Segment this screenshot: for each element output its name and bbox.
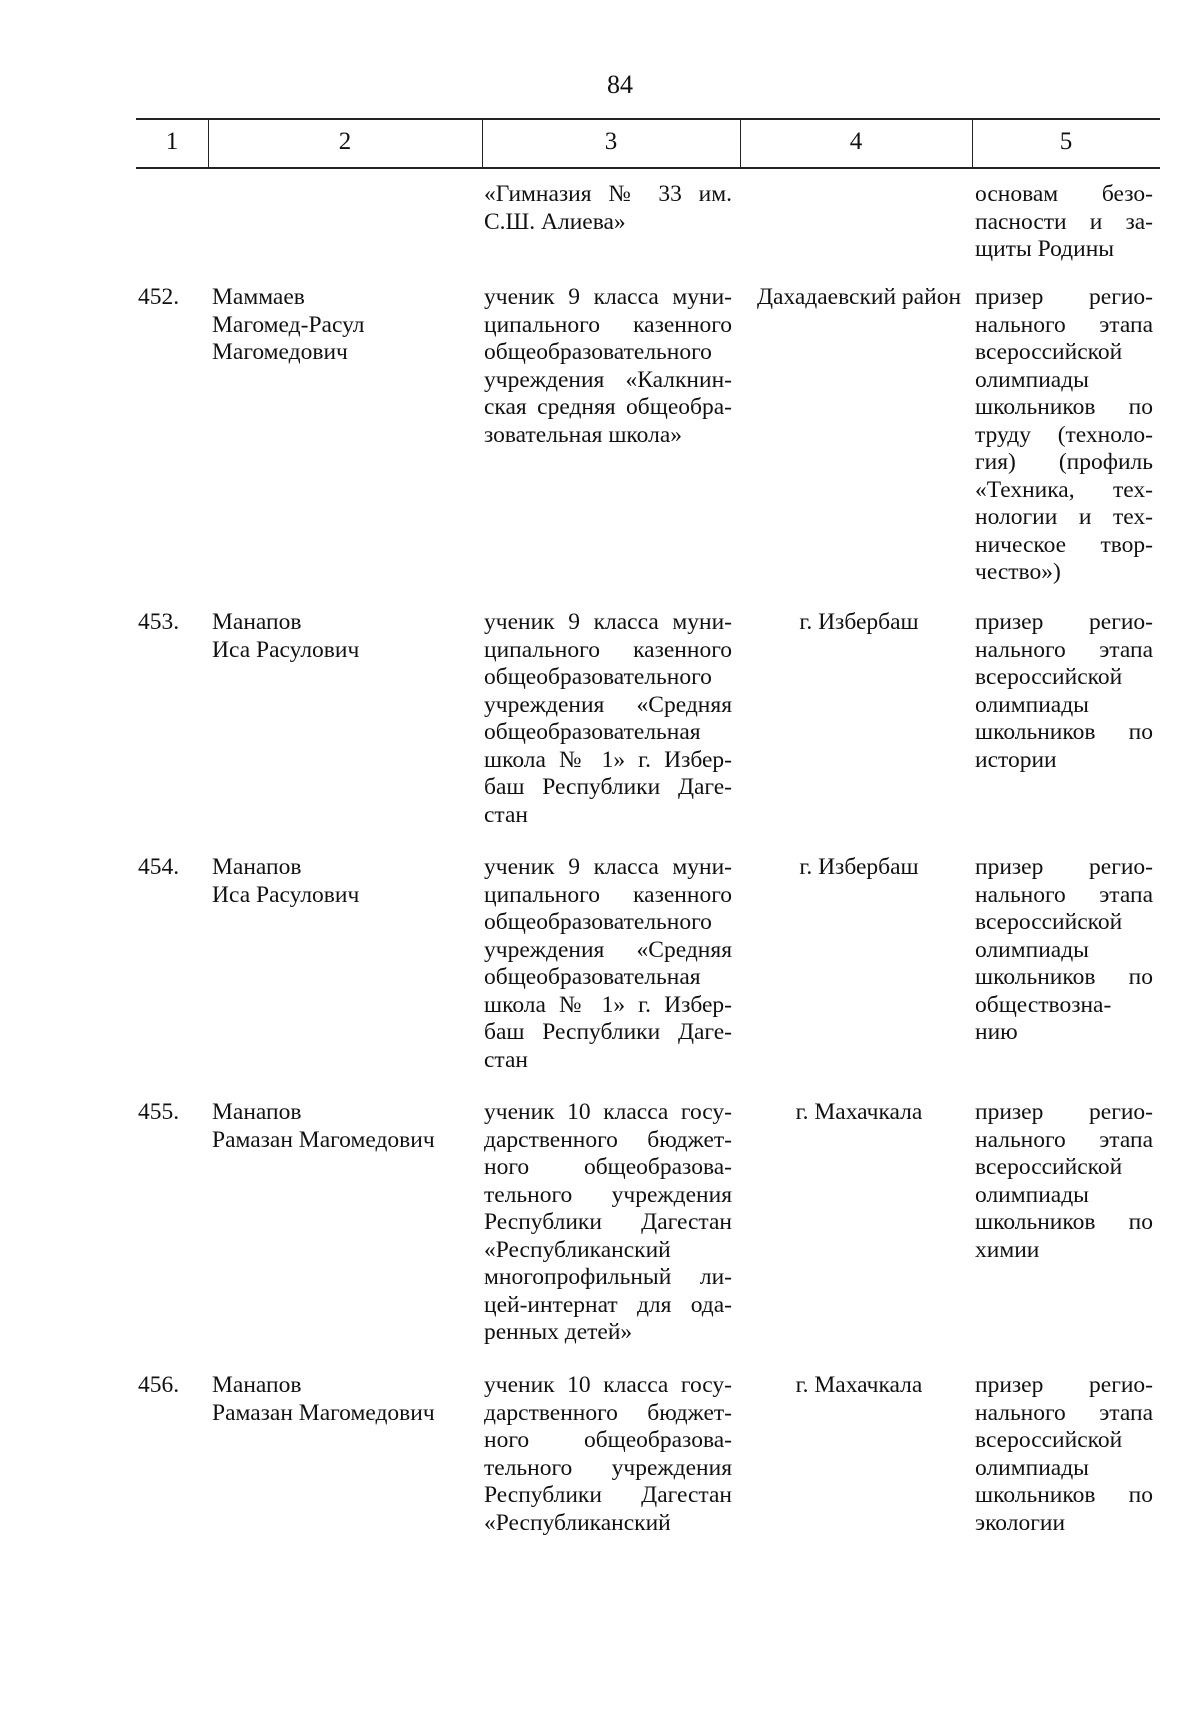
continuation-institution bbox=[484, 181, 732, 236]
text-line: всероссийской bbox=[975, 909, 1123, 935]
name-line: Маммаев bbox=[212, 284, 305, 310]
name-line: Манапов bbox=[212, 1372, 302, 1398]
institution bbox=[484, 854, 732, 1074]
text-line: всероссийской bbox=[975, 1427, 1123, 1453]
text-line: школьников по bbox=[975, 394, 1153, 420]
text-line: «Республиканский bbox=[484, 1236, 671, 1263]
text-line: нального этапа bbox=[975, 636, 1153, 663]
institution bbox=[484, 1372, 732, 1537]
text-line: олимпиады bbox=[975, 366, 1089, 393]
name-line: Магомедович bbox=[212, 339, 348, 365]
award bbox=[975, 1099, 1153, 1264]
text-line: Республики Дагестан bbox=[484, 1482, 732, 1508]
text-line: нологии и тех- bbox=[975, 504, 1153, 530]
name-line: Иса Расулович bbox=[212, 636, 360, 663]
award bbox=[975, 854, 1153, 1047]
award bbox=[975, 609, 1153, 774]
row-number: 456. bbox=[138, 1372, 180, 1398]
text-line: баш Республики Даге- bbox=[484, 774, 732, 800]
text-line: призер регио- bbox=[975, 854, 1153, 880]
name-line: Манапов bbox=[212, 854, 302, 880]
territory: г. Махачкала bbox=[795, 1099, 923, 1125]
text-line: нию bbox=[975, 1019, 1018, 1045]
text-line: ренных детей» bbox=[484, 1319, 633, 1345]
text-line: баш Республики Даге- bbox=[484, 1019, 732, 1045]
text-line: Республики Дагестан bbox=[484, 1209, 732, 1235]
text-line: стан bbox=[484, 801, 528, 828]
text-line: учреждения «Средняя bbox=[484, 691, 732, 718]
row-number: 454. bbox=[138, 854, 180, 880]
table-header-bottom-rule bbox=[136, 167, 1160, 169]
text-line: ципального казенного bbox=[484, 636, 732, 663]
name-line: Манапов bbox=[212, 609, 302, 635]
text-line: нального этапа bbox=[975, 1399, 1153, 1426]
text-line: С.Ш. Алиева» bbox=[484, 208, 626, 235]
text-line: цей-интернат для ода- bbox=[484, 1291, 732, 1318]
row-number: 452. bbox=[138, 284, 180, 310]
text-line: основам безо- bbox=[975, 181, 1153, 207]
text-line: школьников по bbox=[975, 1482, 1153, 1508]
row-number: 453. bbox=[138, 609, 180, 635]
text-line: нального этапа bbox=[975, 881, 1153, 908]
text-line: экологии bbox=[975, 1509, 1066, 1536]
text-line: тельного учреждения bbox=[484, 1454, 732, 1481]
text-line: олимпиады bbox=[975, 1181, 1089, 1208]
text-line: всероссийской bbox=[975, 664, 1123, 690]
territory: Дахадаевский район bbox=[756, 284, 962, 310]
text-line: ническое твор- bbox=[975, 531, 1153, 558]
text-line: пасности и за- bbox=[975, 208, 1153, 235]
text-line: школьников по bbox=[975, 964, 1153, 990]
text-line: призер регио- bbox=[975, 609, 1153, 635]
name-line: Манапов bbox=[212, 1099, 302, 1125]
text-line: общеобразовательного bbox=[484, 339, 712, 365]
text-line: общеобразовательного bbox=[484, 909, 712, 935]
text-line: щиты Родины bbox=[975, 236, 1115, 262]
text-line: ного общеобразова- bbox=[484, 1427, 732, 1453]
column-header-2: 2 bbox=[338, 128, 352, 155]
text-line: учреждения «Средняя bbox=[484, 936, 732, 963]
text-line: олимпиады bbox=[975, 1454, 1089, 1481]
text-line: общеобразовательного bbox=[484, 664, 712, 690]
text-line: гия) (профиль bbox=[975, 449, 1153, 475]
column-header-1: 1 bbox=[165, 128, 179, 155]
territory: г. Избербаш bbox=[799, 609, 919, 635]
text-line: олимпиады bbox=[975, 691, 1089, 718]
name-line: Магомед-Расул bbox=[212, 311, 365, 338]
text-line: ципального казенного bbox=[484, 881, 732, 908]
text-line: нального этапа bbox=[975, 1126, 1153, 1153]
text-line: олимпиады bbox=[975, 936, 1089, 963]
text-line: ученик 10 класса госу- bbox=[484, 1099, 732, 1125]
text-line: ская средняя общеобра- bbox=[484, 394, 732, 420]
text-line: «Техника, тех- bbox=[975, 476, 1153, 503]
person-name bbox=[212, 609, 472, 664]
text-line: стан bbox=[484, 1046, 528, 1073]
text-line: ученик 9 класса муни- bbox=[484, 609, 732, 635]
person-name bbox=[212, 284, 472, 367]
page-number: 84 bbox=[607, 70, 633, 99]
award bbox=[975, 1372, 1153, 1537]
text-line: истории bbox=[975, 746, 1057, 773]
name-line: Иса Расулович bbox=[212, 881, 360, 908]
text-line: ного общеобразова- bbox=[484, 1154, 732, 1180]
text-line: дарственного бюджет- bbox=[484, 1399, 732, 1426]
text-line: учреждения «Калкнин- bbox=[484, 366, 732, 393]
text-line: ученик 9 класса муни- bbox=[484, 284, 732, 310]
text-line: призер регио- bbox=[975, 1099, 1153, 1125]
text-line: нального этапа bbox=[975, 311, 1153, 338]
row-number: 455. bbox=[138, 1099, 180, 1125]
text-line: «Республиканский bbox=[484, 1509, 671, 1536]
award bbox=[975, 284, 1153, 587]
text-line: призер регио- bbox=[975, 284, 1153, 310]
text-line: ученик 9 класса муни- bbox=[484, 854, 732, 880]
text-line: ципального казенного bbox=[484, 311, 732, 338]
table-top-rule bbox=[136, 118, 1160, 120]
institution bbox=[484, 609, 732, 829]
text-line: школьников по bbox=[975, 1209, 1153, 1235]
column-header-3: 3 bbox=[604, 128, 618, 155]
column-header-5: 5 bbox=[1059, 128, 1073, 155]
text-line: ученик 10 класса госу- bbox=[484, 1372, 732, 1398]
text-line: чество») bbox=[975, 559, 1061, 585]
text-line: всероссийской bbox=[975, 339, 1123, 365]
name-line: Рамазан Магомедович bbox=[212, 1126, 435, 1153]
text-line: «Гимназия № 33 им. bbox=[484, 181, 732, 207]
territory: г. Избербаш bbox=[799, 854, 919, 880]
text-line: труду (техноло- bbox=[975, 421, 1153, 448]
text-line: общеобразовательная bbox=[484, 964, 701, 990]
text-line: школа № 1» г. Избер- bbox=[484, 991, 732, 1018]
text-line: всероссийской bbox=[975, 1154, 1123, 1180]
text-line: химии bbox=[975, 1236, 1040, 1263]
territory: г. Махачкала bbox=[795, 1372, 923, 1398]
text-line: общеобразовательная bbox=[484, 719, 701, 745]
column-header-4: 4 bbox=[849, 128, 863, 155]
person-name bbox=[212, 854, 472, 909]
person-name bbox=[212, 1099, 472, 1154]
person-name bbox=[212, 1372, 472, 1427]
name-line: Рамазан Магомедович bbox=[212, 1399, 435, 1426]
text-line: многопрофильный ли- bbox=[484, 1264, 732, 1290]
institution bbox=[484, 284, 732, 449]
institution bbox=[484, 1099, 732, 1347]
text-line: школьников по bbox=[975, 719, 1153, 745]
text-line: тельного учреждения bbox=[484, 1181, 732, 1208]
continuation-award bbox=[975, 181, 1153, 264]
text-line: дарственного бюджет- bbox=[484, 1126, 732, 1153]
text-line: зовательная школа» bbox=[484, 421, 683, 448]
text-line: обществозна- bbox=[975, 991, 1112, 1018]
text-line: школа № 1» г. Избер- bbox=[484, 746, 732, 773]
text-line: призер регио- bbox=[975, 1372, 1153, 1398]
